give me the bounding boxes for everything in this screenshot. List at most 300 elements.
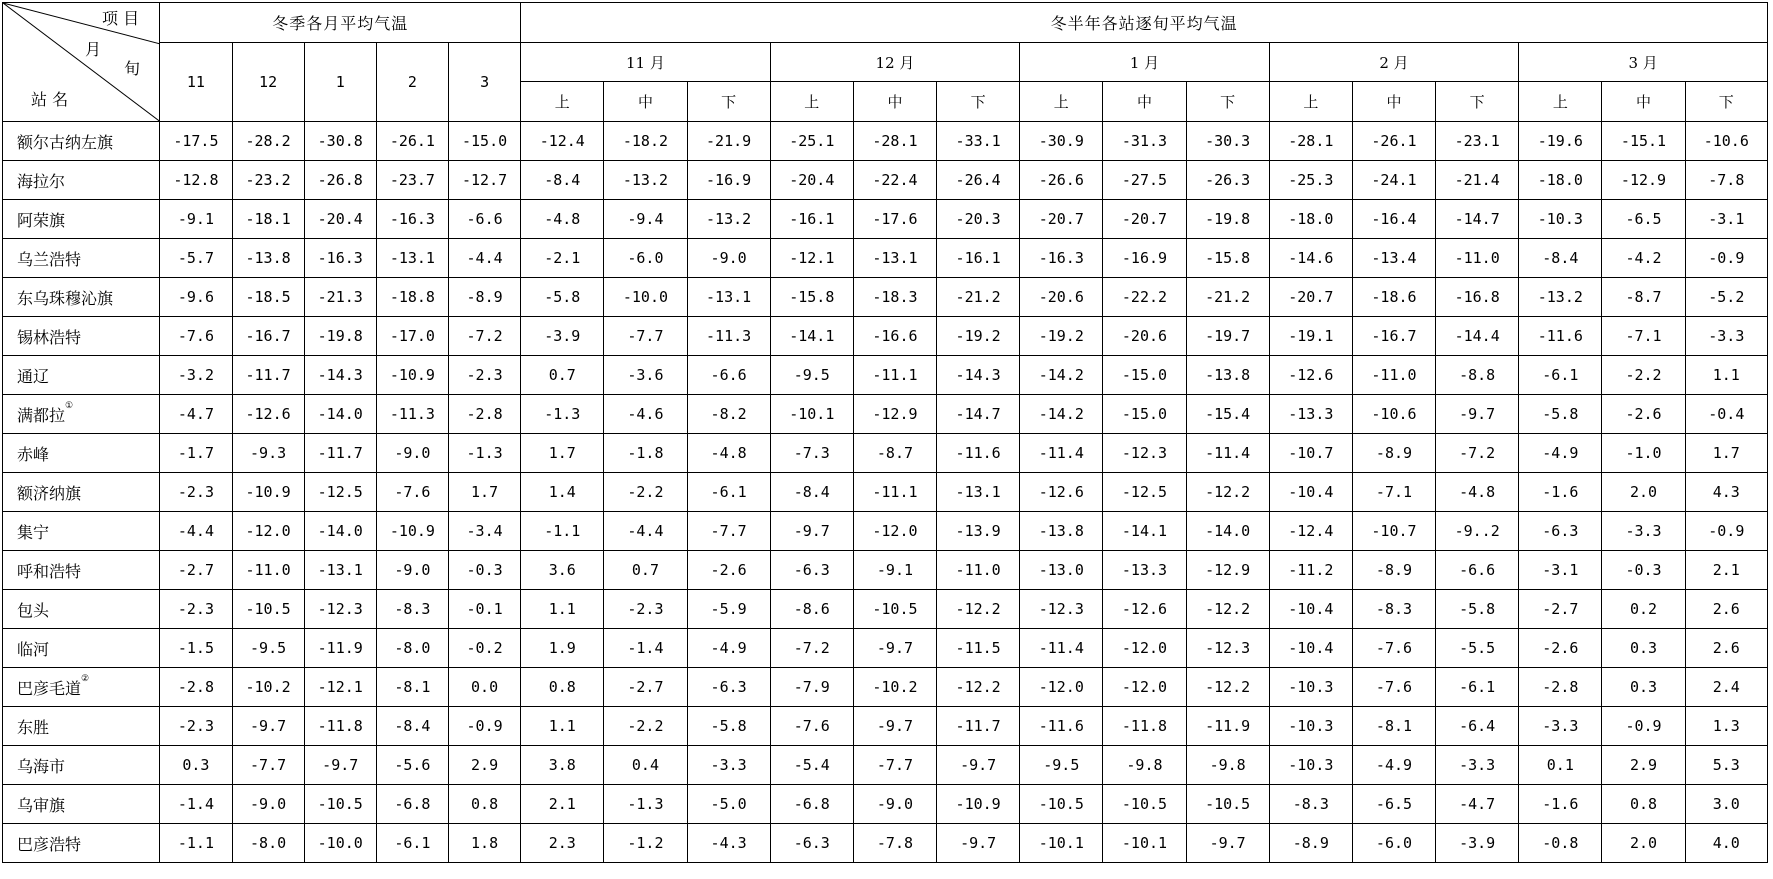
dekad-temp-cell: -2.7	[604, 668, 687, 707]
dekad-temp-cell: -4.7	[1436, 785, 1519, 824]
monthly-temp-cell: -5.7	[160, 239, 232, 278]
dekad-temp-cell: -7.7	[687, 512, 770, 551]
monthly-temp-cell: -26.8	[304, 161, 376, 200]
station-name-cell	[3, 746, 160, 785]
monthly-temp-cell: -8.0	[376, 629, 448, 668]
dekad-temp-cell: -0.4	[1685, 395, 1767, 434]
dekad-temp-cell: -16.3	[1020, 239, 1103, 278]
dekad-temp-cell: -5.0	[687, 785, 770, 824]
station-name-cell	[3, 707, 160, 746]
monthly-temp-cell: -10.9	[232, 473, 304, 512]
monthly-temp-cell: -2.3	[160, 473, 232, 512]
monthly-col-header: 3	[448, 43, 520, 122]
dekad-temp-cell: -11.7	[937, 707, 1020, 746]
monthly-temp-cell: -0.9	[448, 707, 520, 746]
dekad-temp-cell: 0.4	[604, 746, 687, 785]
dekad-temp-cell: -10.3	[1269, 668, 1352, 707]
dekad-temp-cell: -12.3	[1103, 434, 1186, 473]
dekad-temp-cell: -7.6	[770, 707, 853, 746]
station-name-cell	[3, 434, 160, 473]
dekad-temp-cell: -1.4	[604, 629, 687, 668]
dekad-temp-cell: -9.7	[853, 629, 936, 668]
dekad-temp-cell: -7.7	[604, 317, 687, 356]
dekad-temp-cell: -14.4	[1436, 317, 1519, 356]
monthly-temp-cell: 0.0	[448, 668, 520, 707]
dekad-part-header: 下	[1186, 82, 1269, 122]
dekad-temp-cell: -12.6	[1020, 473, 1103, 512]
dekad-temp-cell: -3.3	[1685, 317, 1767, 356]
dekad-temp-cell: -2.2	[604, 473, 687, 512]
monthly-temp-cell: -10.9	[376, 356, 448, 395]
dekad-temp-cell: -9.5	[770, 356, 853, 395]
monthly-temp-cell: -23.7	[376, 161, 448, 200]
dekad-temp-cell: -10.1	[770, 395, 853, 434]
monthly-temp-cell: -3.4	[448, 512, 520, 551]
dekad-temp-cell: -5.2	[1685, 278, 1767, 317]
dekad-temp-cell: -11.6	[937, 434, 1020, 473]
dekad-temp-cell: -5.9	[687, 590, 770, 629]
monthly-temp-cell: 0.8	[448, 785, 520, 824]
monthly-temp-cell: -16.7	[232, 317, 304, 356]
dekad-temp-cell: 1.7	[1685, 434, 1767, 473]
dekad-temp-cell: -12.2	[937, 590, 1020, 629]
station-name-cell	[3, 395, 160, 434]
dekad-month-header: 1 月	[1020, 43, 1270, 82]
monthly-temp-cell: -11.0	[232, 551, 304, 590]
dekad-temp-cell: -12.9	[1186, 551, 1269, 590]
dekad-temp-cell: -8.4	[1519, 239, 1602, 278]
dekad-temp-cell: 1.3	[1685, 707, 1767, 746]
dekad-temp-cell: -3.3	[1519, 707, 1602, 746]
station-name-cell	[3, 824, 160, 863]
dekad-temp-cell: -8.3	[1269, 785, 1352, 824]
station-name: 呼和浩特	[17, 561, 82, 581]
station-name-cell	[3, 200, 160, 239]
dekad-temp-cell: 0.8	[1602, 785, 1685, 824]
dekad-temp-cell: -13.3	[1269, 395, 1352, 434]
dekad-temp-cell: -10.6	[1685, 122, 1767, 161]
dekad-temp-cell: -12.3	[1020, 590, 1103, 629]
corner-dekad-label: 旬	[124, 59, 141, 78]
dekad-temp-cell: -6.0	[604, 239, 687, 278]
monthly-temp-cell: -1.5	[160, 629, 232, 668]
dekad-temp-cell: -16.9	[687, 161, 770, 200]
dekad-temp-cell: -8.7	[1602, 278, 1685, 317]
dekad-temp-cell: -10.1	[1020, 824, 1103, 863]
dekad-temp-cell: -9.5	[1020, 746, 1103, 785]
dekad-temp-cell: -3.1	[1685, 200, 1767, 239]
station-name: 巴彦浩特	[17, 834, 82, 854]
monthly-temp-cell: -6.1	[376, 824, 448, 863]
station-name-cell	[3, 551, 160, 590]
dekad-temp-cell: -14.2	[1020, 395, 1103, 434]
dekad-group-header: 冬半年各站逐旬平均气温	[521, 3, 1768, 43]
monthly-temp-cell: -2.8	[160, 668, 232, 707]
dekad-temp-cell: -15.8	[1186, 239, 1269, 278]
dekad-temp-cell: -4.9	[687, 629, 770, 668]
station-name-cell	[3, 668, 160, 707]
dekad-temp-cell: 0.1	[1519, 746, 1602, 785]
dekad-temp-cell: 4.0	[1685, 824, 1767, 863]
monthly-temp-cell: -10.5	[232, 590, 304, 629]
dekad-temp-cell: -6.1	[1436, 668, 1519, 707]
monthly-temp-cell: -12.0	[232, 512, 304, 551]
dekad-temp-cell: -15.4	[1186, 395, 1269, 434]
dekad-temp-cell: -26.1	[1352, 122, 1435, 161]
dekad-temp-cell: -14.0	[1186, 512, 1269, 551]
dekad-temp-cell: -10.5	[1186, 785, 1269, 824]
dekad-temp-cell: -8.7	[853, 434, 936, 473]
dekad-temp-cell: -25.1	[770, 122, 853, 161]
dekad-month-header: 2 月	[1269, 43, 1519, 82]
table-row	[3, 239, 1768, 278]
dekad-temp-cell: -12.4	[521, 122, 604, 161]
dekad-temp-cell: -7.6	[1352, 668, 1435, 707]
monthly-temp-cell: -2.3	[448, 356, 520, 395]
dekad-part-header: 下	[937, 82, 1020, 122]
monthly-temp-cell: -0.1	[448, 590, 520, 629]
dekad-temp-cell: -8.9	[1269, 824, 1352, 863]
monthly-temp-cell: -13.8	[232, 239, 304, 278]
station-name: 满都拉	[17, 405, 66, 425]
monthly-temp-cell: -7.7	[232, 746, 304, 785]
dekad-temp-cell: -3.6	[604, 356, 687, 395]
monthly-temp-cell: -12.5	[304, 473, 376, 512]
monthly-temp-cell: -6.6	[448, 200, 520, 239]
dekad-temp-cell: -4.9	[1519, 434, 1602, 473]
dekad-temp-cell: -2.6	[1602, 395, 1685, 434]
monthly-group-header: 冬季各月平均气温	[160, 3, 521, 43]
dekad-temp-cell: -26.4	[937, 161, 1020, 200]
dekad-temp-cell: 0.3	[1602, 629, 1685, 668]
dekad-temp-cell: -8.2	[687, 395, 770, 434]
dekad-temp-cell: -7.2	[1436, 434, 1519, 473]
dekad-temp-cell: -3.9	[521, 317, 604, 356]
dekad-temp-cell: -3.3	[1436, 746, 1519, 785]
dekad-temp-cell: 3.6	[521, 551, 604, 590]
dekad-temp-cell: 2.4	[1685, 668, 1767, 707]
dekad-temp-cell: -11.0	[937, 551, 1020, 590]
dekad-temp-cell: -14.1	[770, 317, 853, 356]
dekad-temp-cell: -10.1	[1103, 824, 1186, 863]
monthly-temp-cell: -7.6	[376, 473, 448, 512]
monthly-temp-cell: -12.3	[304, 590, 376, 629]
dekad-temp-cell: -33.1	[937, 122, 1020, 161]
monthly-temp-cell: -17.0	[376, 317, 448, 356]
dekad-temp-cell: -20.7	[1269, 278, 1352, 317]
dekad-temp-cell: -11.3	[687, 317, 770, 356]
monthly-temp-cell: -10.2	[232, 668, 304, 707]
dekad-temp-cell: -19.2	[937, 317, 1020, 356]
station-name: 乌兰浩特	[17, 249, 82, 269]
dekad-temp-cell: -4.8	[1436, 473, 1519, 512]
dekad-temp-cell: -5.4	[770, 746, 853, 785]
dekad-temp-cell: -1.3	[521, 395, 604, 434]
dekad-temp-cell: -7.7	[853, 746, 936, 785]
dekad-part-header: 下	[1436, 82, 1519, 122]
monthly-temp-cell: -4.4	[160, 512, 232, 551]
station-name: 临河	[17, 639, 50, 659]
dekad-temp-cell: 0.8	[521, 668, 604, 707]
dekad-temp-cell: 0.3	[1602, 668, 1685, 707]
dekad-month-header: 3 月	[1519, 43, 1768, 82]
monthly-col-header: 11	[160, 43, 232, 122]
monthly-temp-cell: -8.1	[376, 668, 448, 707]
dekad-temp-cell: -2.8	[1519, 668, 1602, 707]
dekad-temp-cell: 2.3	[521, 824, 604, 863]
station-name-cell	[3, 278, 160, 317]
dekad-temp-cell: -12.0	[853, 512, 936, 551]
table-row	[3, 551, 1768, 590]
dekad-temp-cell: -13.4	[1352, 239, 1435, 278]
dekad-temp-cell: -24.1	[1352, 161, 1435, 200]
table-row	[3, 161, 1768, 200]
dekad-temp-cell: -4.8	[687, 434, 770, 473]
corner-month-label: 月	[85, 40, 102, 59]
dekad-temp-cell: -20.4	[770, 161, 853, 200]
corner-item-label: 项 目	[102, 9, 140, 28]
station-name-cell	[3, 785, 160, 824]
dekad-temp-cell: -10.4	[1269, 629, 1352, 668]
dekad-temp-cell: -9.0	[853, 785, 936, 824]
dekad-temp-cell: -7.6	[1352, 629, 1435, 668]
dekad-temp-cell: -0.3	[1602, 551, 1685, 590]
monthly-temp-cell: -1.1	[160, 824, 232, 863]
station-name-cell	[3, 239, 160, 278]
dekad-temp-cell: 2.1	[521, 785, 604, 824]
dekad-temp-cell: -5.8	[687, 707, 770, 746]
dekad-temp-cell: -12.0	[1103, 668, 1186, 707]
dekad-temp-cell: -12.2	[937, 668, 1020, 707]
monthly-temp-cell: -13.1	[376, 239, 448, 278]
dekad-temp-cell: -13.8	[1020, 512, 1103, 551]
dekad-temp-cell: -6.4	[1436, 707, 1519, 746]
monthly-temp-cell: -9.1	[160, 200, 232, 239]
monthly-temp-cell: -8.0	[232, 824, 304, 863]
dekad-temp-cell: 0.2	[1602, 590, 1685, 629]
dekad-temp-cell: -1.1	[521, 512, 604, 551]
dekad-temp-cell: -9.7	[937, 746, 1020, 785]
dekad-temp-cell: -3.1	[1519, 551, 1602, 590]
dekad-temp-cell: -5.8	[521, 278, 604, 317]
monthly-col-header: 1	[304, 43, 376, 122]
monthly-temp-cell: -10.0	[304, 824, 376, 863]
station-name-cell	[3, 122, 160, 161]
dekad-temp-cell: -7.3	[770, 434, 853, 473]
dekad-temp-cell: -26.6	[1020, 161, 1103, 200]
monthly-temp-cell: -0.3	[448, 551, 520, 590]
dekad-temp-cell: -8.9	[1352, 434, 1435, 473]
dekad-temp-cell: -6.0	[1352, 824, 1435, 863]
dekad-temp-cell: -7.1	[1602, 317, 1685, 356]
dekad-temp-cell: -18.0	[1519, 161, 1602, 200]
dekad-temp-cell: -4.2	[1602, 239, 1685, 278]
dekad-temp-cell: -9.8	[1103, 746, 1186, 785]
footnote-marker: ①	[65, 400, 74, 411]
dekad-temp-cell: -10.3	[1519, 200, 1602, 239]
monthly-temp-cell: -12.7	[448, 161, 520, 200]
dekad-temp-cell: -13.1	[853, 239, 936, 278]
dekad-temp-cell: -21.9	[687, 122, 770, 161]
dekad-temp-cell: -12.3	[1186, 629, 1269, 668]
dekad-temp-cell: -1.3	[604, 785, 687, 824]
dekad-temp-cell: -12.0	[1020, 668, 1103, 707]
dekad-temp-cell: 0.7	[604, 551, 687, 590]
monthly-temp-cell: -12.1	[304, 668, 376, 707]
table-row	[3, 512, 1768, 551]
dekad-temp-cell: -13.8	[1186, 356, 1269, 395]
dekad-temp-cell: -30.9	[1020, 122, 1103, 161]
monthly-temp-cell: -2.7	[160, 551, 232, 590]
dekad-temp-cell: -18.0	[1269, 200, 1352, 239]
dekad-temp-cell: -12.2	[1186, 473, 1269, 512]
dekad-temp-cell: -13.2	[604, 161, 687, 200]
dekad-temp-cell: -11.6	[1519, 317, 1602, 356]
corner-station-label: 站 名	[31, 90, 69, 109]
monthly-temp-cell: 0.3	[160, 746, 232, 785]
dekad-temp-cell: -15.0	[1103, 395, 1186, 434]
dekad-temp-cell: -20.3	[937, 200, 1020, 239]
dekad-temp-cell: -12.2	[1186, 668, 1269, 707]
dekad-temp-cell: -6.6	[687, 356, 770, 395]
table-row	[3, 590, 1768, 629]
dekad-temp-cell: -13.3	[1103, 551, 1186, 590]
station-name: 乌海市	[17, 756, 66, 776]
dekad-temp-cell: -15.8	[770, 278, 853, 317]
dekad-temp-cell: -7.9	[770, 668, 853, 707]
dekad-temp-cell: -6.3	[1519, 512, 1602, 551]
dekad-temp-cell: -11.0	[1352, 356, 1435, 395]
dekad-temp-cell: -13.9	[937, 512, 1020, 551]
monthly-temp-cell: -16.3	[304, 239, 376, 278]
dekad-temp-cell: -3.9	[1436, 824, 1519, 863]
dekad-temp-cell: -28.1	[1269, 122, 1352, 161]
monthly-temp-cell: -8.3	[376, 590, 448, 629]
dekad-part-header: 中	[1103, 82, 1186, 122]
table-row	[3, 317, 1768, 356]
dekad-temp-cell: -14.7	[1436, 200, 1519, 239]
dekad-temp-cell: -10.5	[1020, 785, 1103, 824]
dekad-temp-cell: -5.5	[1436, 629, 1519, 668]
dekad-temp-cell: -6.6	[1436, 551, 1519, 590]
dekad-temp-cell: -10.9	[937, 785, 1020, 824]
dekad-temp-cell: -13.1	[937, 473, 1020, 512]
temperature-table	[2, 2, 1768, 863]
station-name: 阿荣旗	[17, 210, 66, 230]
dekad-part-header: 中	[604, 82, 687, 122]
dekad-temp-cell: -14.1	[1103, 512, 1186, 551]
monthly-temp-cell: 1.8	[448, 824, 520, 863]
dekad-temp-cell: -13.1	[687, 278, 770, 317]
dekad-temp-cell: -19.8	[1186, 200, 1269, 239]
monthly-temp-cell: -11.7	[304, 434, 376, 473]
dekad-temp-cell: -9.7	[1186, 824, 1269, 863]
monthly-temp-cell: 2.9	[448, 746, 520, 785]
monthly-temp-cell: -14.0	[304, 512, 376, 551]
dekad-temp-cell: 2.6	[1685, 590, 1767, 629]
dekad-part-header: 中	[1602, 82, 1685, 122]
dekad-temp-cell: -12.4	[1269, 512, 1352, 551]
dekad-temp-cell: -20.6	[1020, 278, 1103, 317]
monthly-temp-cell: -7.6	[160, 317, 232, 356]
station-name-cell	[3, 590, 160, 629]
monthly-temp-cell: -13.1	[304, 551, 376, 590]
table-row	[3, 473, 1768, 512]
dekad-temp-cell: -4.4	[604, 512, 687, 551]
dekad-temp-cell: -6.3	[770, 824, 853, 863]
monthly-temp-cell: -4.4	[448, 239, 520, 278]
dekad-temp-cell: -8.3	[1352, 590, 1435, 629]
dekad-part-header: 上	[521, 82, 604, 122]
station-name: 通辽	[17, 366, 50, 386]
dekad-temp-cell: -15.1	[1602, 122, 1685, 161]
station-name: 包头	[17, 600, 50, 620]
dekad-temp-cell: -26.3	[1186, 161, 1269, 200]
dekad-temp-cell: 0.7	[521, 356, 604, 395]
dekad-temp-cell: -14.7	[937, 395, 1020, 434]
monthly-temp-cell: -18.8	[376, 278, 448, 317]
dekad-temp-cell: -1.2	[604, 824, 687, 863]
monthly-temp-cell: -9.0	[376, 551, 448, 590]
dekad-temp-cell: 2.9	[1602, 746, 1685, 785]
dekad-temp-cell: -9..2	[1436, 512, 1519, 551]
monthly-temp-cell: -2.3	[160, 707, 232, 746]
monthly-temp-cell: -30.8	[304, 122, 376, 161]
dekad-temp-cell: -21.2	[937, 278, 1020, 317]
dekad-temp-cell: 2.6	[1685, 629, 1767, 668]
dekad-temp-cell: -22.4	[853, 161, 936, 200]
dekad-temp-cell: -15.0	[1103, 356, 1186, 395]
dekad-temp-cell: 1.1	[521, 707, 604, 746]
dekad-temp-cell: -11.4	[1020, 434, 1103, 473]
table-row	[3, 668, 1768, 707]
monthly-temp-cell: -17.5	[160, 122, 232, 161]
dekad-part-header: 中	[853, 82, 936, 122]
dekad-temp-cell: -10.7	[1352, 512, 1435, 551]
monthly-temp-cell: -11.9	[304, 629, 376, 668]
dekad-temp-cell: -11.0	[1436, 239, 1519, 278]
dekad-temp-cell: -6.3	[687, 668, 770, 707]
dekad-temp-cell: 3.8	[521, 746, 604, 785]
dekad-temp-cell: -7.1	[1352, 473, 1435, 512]
station-name: 集宁	[17, 522, 50, 542]
dekad-temp-cell: -10.4	[1269, 473, 1352, 512]
dekad-temp-cell: -28.1	[853, 122, 936, 161]
dekad-temp-cell: -8.4	[770, 473, 853, 512]
monthly-temp-cell: -1.7	[160, 434, 232, 473]
table-row	[3, 746, 1768, 785]
dekad-part-header: 上	[1269, 82, 1352, 122]
table-row	[3, 629, 1768, 668]
dekad-temp-cell: 1.9	[521, 629, 604, 668]
table-row	[3, 122, 1768, 161]
dekad-temp-cell: -12.0	[1103, 629, 1186, 668]
dekad-temp-cell: -3.3	[687, 746, 770, 785]
dekad-temp-cell: -7.2	[770, 629, 853, 668]
dekad-temp-cell: -10.7	[1269, 434, 1352, 473]
dekad-temp-cell: -20.7	[1103, 200, 1186, 239]
dekad-temp-cell: -12.1	[770, 239, 853, 278]
dekad-temp-cell: -11.9	[1186, 707, 1269, 746]
monthly-temp-cell: -14.3	[304, 356, 376, 395]
dekad-month-header: 11 月	[521, 43, 771, 82]
monthly-temp-cell: -23.2	[232, 161, 304, 200]
dekad-temp-cell: -8.8	[1436, 356, 1519, 395]
table-row	[3, 278, 1768, 317]
station-name-cell	[3, 473, 160, 512]
dekad-part-header: 中	[1352, 82, 1435, 122]
dekad-temp-cell: -6.5	[1602, 200, 1685, 239]
